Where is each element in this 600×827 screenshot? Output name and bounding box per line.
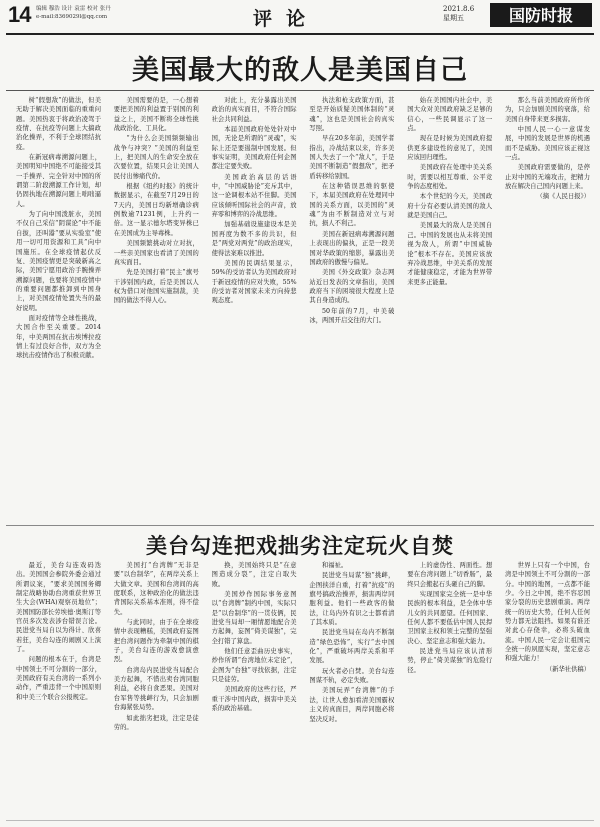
paragraph: 美国需要的是，一心想着要把美国的利益置于别国的利益之上，美国不断将全球性挑战政治化、工具化。 bbox=[113, 97, 199, 133]
paragraph: 问题的根本在于，台湾是中国领土不可分割的一部分，美国政府有关台湾的一系列小动作，严重违背一个中国原则和中美三个联合公报规定。 bbox=[16, 656, 101, 701]
paragraph: 如此拙劣把戏，注定是徒劳的。 bbox=[113, 714, 199, 731]
paragraph: 为了向中国泼脏水，美国不仅自己采信“阴谋论”中不能自拔，还叫嚣“要从实验室“使用一切可用资源和工具”向中国施压。在全球疫情起伏反复、美国疫情更是突破新高之际，美国宁愿用政治手腕操弄溯源问题，也要将美国疫情中的重要问题都推卸到中国身上，对美国疫情处置失当的最好说明。 bbox=[16, 211, 101, 312]
paragraph: 最近，美台勾连戏码迭出。美国国会参院外委会通过所谓议案，“要求美国国务卿制定战略协助台湾重获世界卫生大会(WHA)观察员地位”；美国国防部长劳埃德·奥斯汀等官员多次发表涉台错误言论。民进党当局自以为得计、欣喜若狂，美台勾连的闹剧又上演了。 bbox=[16, 562, 101, 654]
article-separator bbox=[6, 525, 594, 526]
issue-date: 2021.8.6 bbox=[443, 5, 475, 13]
paragraph: 和福祉。 bbox=[321, 562, 348, 569]
paragraph: 那么当前美国政府所作所为，只会加剧美国的衰落，给美国自身带来更多损害。 bbox=[504, 97, 590, 123]
paragraph: 台湾岛内民进党当局配合美方起舞，不惜出卖台湾同胞利益，必将自食恶果。美国对台军售等挑衅行为，只会加剧台海紧张局势。 bbox=[113, 666, 199, 712]
source-credit: （新华社供稿） bbox=[545, 665, 590, 673]
paragraph: 本届美国政府处处针对中国，无论是所谓的“灵魂”，实际上还是要遏制中国发展。但事实证明，美国政府任何企图都注定要失败。 bbox=[211, 126, 297, 171]
paragraph: 先是美国打着“民主”旗号干涉别国内政，后是美国以人权为借口对他国实施制裁，美国的做法不得人心。 bbox=[113, 269, 199, 305]
text-column bbox=[114, 96, 199, 514]
logo-text: 国防时报 bbox=[508, 6, 574, 25]
staff-credits bbox=[36, 5, 111, 21]
issue-date-block bbox=[443, 5, 474, 23]
text-column bbox=[16, 96, 101, 514]
paragraph: 世界上只有一个中国，台湾是中国领土不可分割的一部分。中国的地图，一点都不能少。今日之中国，绝不容忍国家分裂的历史悲剧重演。两岸统一的历史大势，任何人任何势力都无法阻挡。如果有谁还对此心存侥幸，必将头破血流。中国人民一定会让祖国完全统一的夙愿实现，坚定意志和强大能力！ bbox=[504, 562, 590, 663]
paragraph: 50年前的7月，中美破冰，两国开启交往的大门。 bbox=[309, 307, 395, 324]
text-column bbox=[212, 96, 297, 514]
editor-email: e-mail:8369029l@qq.com bbox=[36, 14, 108, 20]
paragraph: 树“假想敌”的做法，但美无助于解决美国面临的重重问题。美国热衷于将政治凌驾于疫情、在抗疫等问题上大搞政治化操弄，不利于全球团结抗疫。 bbox=[16, 97, 101, 151]
issue-weekday: 星期五 bbox=[443, 14, 464, 22]
paragraph: 始在美国国内社会中，美国大众对美国政府缺乏足够的信心，一些民调显示了这一点。 bbox=[407, 97, 493, 133]
paragraph: 加强基础设施建设本是美国再度为数不多的共识，但是“两党对两党”的政治现实，使得法案难以推进。 bbox=[211, 221, 297, 257]
text-column bbox=[407, 96, 492, 514]
paragraph: 美国在新冠病毒溯源问题上表现出的偏执，正是一段美国对华政策的缩影，暴露出美国政府的傲慢与偏见。 bbox=[309, 230, 395, 266]
paragraph: 美国政府在处理中美关系时，需要以相互尊重、公平竞争的态度相处。 bbox=[407, 164, 493, 191]
paragraph: 根据《纽约时报》的统计数据显示，在截至7月29日的7天内，美国日均新增确诊病例数逾71231例，上升约一倍。这一显示德尔塔变异株已在美国成为主导毒株。 bbox=[113, 183, 199, 237]
paragraph: 民进党当局在岛内不断制造“绿色恐怖”，实行“去中国化”，严重破坏两岸关系和平发展。 bbox=[309, 629, 395, 665]
text-column bbox=[505, 561, 590, 816]
masthead bbox=[6, 2, 594, 32]
paragraph: 美国政府的这些行径，严重干涉中国内政，损害中美关系的政治基础。 bbox=[211, 686, 297, 713]
header-rule bbox=[6, 33, 594, 35]
paragraph: 在新冠病毒溯源问题上，美国明知中国绝不可能接受其一手操弄、完全针对中国的所谓第二阶段溯源工作计划，却仍固执地在溯源问题上咄咄逼人。 bbox=[16, 154, 101, 208]
paragraph: 美国玩弄“台湾牌”的手法，让世人愈加看清美国霸权主义的真面目，两岸同胞必将坚决反对。 bbox=[309, 687, 395, 723]
text-column bbox=[114, 561, 199, 816]
paragraph: 美国《外交政策》杂志网站近日发表的文章指出，美国政府当下的困境很大程度上是其自身造成的。 bbox=[309, 269, 395, 305]
headline-rule bbox=[6, 90, 594, 91]
paragraph: 美国政府需要做的，是停止对中国的无端攻击，把精力放在解决自己国内问题上来。 bbox=[504, 164, 590, 191]
paragraph: 美国打“台湾牌”无非是要“以台制华”，在两岸关系上大做文章。美国和台湾间的高度联系，这种政治化的做法违背国际关系基本准则，得不偿失。 bbox=[113, 562, 199, 616]
section-title: 评论 bbox=[253, 8, 320, 30]
paragraph: 美国炒作国际事务意图以“台湾牌”制约中国，实际只是“以台制华”的一贯伎俩，民进党当局却一厢情愿地配合美方起舞，妄图“倚美谋独”，完全打错了算盘。 bbox=[211, 591, 297, 645]
paragraph: 实现国家完全统一是中华民族的根本利益，是全体中华儿女的共同愿望。任何国家、任何人都不要低估中国人民捍卫国家主权和领土完整的坚强决心、坚定意志和强大能力。 bbox=[407, 591, 493, 645]
text-column bbox=[212, 561, 297, 816]
paragraph: 对此上，充分暴露出美国政治的真实面目，不符合国际社会共同利益。 bbox=[211, 97, 297, 123]
paragraph: 玩火者必自焚。美台勾连图谋不轨，必定失败。 bbox=[309, 667, 395, 685]
page-number: 14 bbox=[8, 2, 31, 27]
article-2-body bbox=[16, 561, 590, 816]
paragraph: 中国人民一心一意谋发展，中国的发展是世界的机遇而不是威胁。美国应该正视这一点。 bbox=[504, 126, 590, 162]
text-column bbox=[505, 96, 590, 514]
paragraph: 早在20多年前，美国学者指出，冷战结束以来，许多美国人失去了一个“敌人”，于是美国不断制造“假想敌”，把矛盾转移给别国。 bbox=[309, 135, 395, 180]
paragraph: 他们任意歪曲历史事实，炒作所谓“台湾地位未定论”，企图为“台独”寻找依据，注定只是徒劳。 bbox=[211, 648, 297, 684]
footer-rule bbox=[6, 820, 594, 821]
article-1-body bbox=[16, 96, 590, 514]
text-column bbox=[309, 561, 394, 816]
newspaper-logo bbox=[490, 3, 592, 27]
paragraph: 本个世纪的今天，美国政府十分有必要认清美国的敌人就是美国自己。 bbox=[407, 193, 493, 220]
text-column bbox=[16, 561, 101, 816]
article-2-headline: 美台勾连把戏拙劣注定玩火自焚 bbox=[146, 533, 454, 558]
paragraph: “为什么会美国频频输出战争与冲突？”美国的利益至上，把美国人的生命安全放在次要位置，结果只会让美国人民付出惨痛代价。 bbox=[113, 135, 199, 180]
paragraph: 美国政治高层的话语中，“中国威胁论”充斥其中，这一论调根本站不住脚。美国应该倾听国际社会的声音，放弃零和博弈的冷战思维。 bbox=[211, 173, 297, 219]
source-credit: （摘《人民日报》） bbox=[536, 193, 590, 201]
paragraph: 在这种错误思维的驱使下，本届美国政府在处理同中国的关系方面，以美国的“灵魂”为由不断制造对立与对抗，损人不利己。 bbox=[309, 183, 395, 228]
paragraph: 换，美国始终只是“在意图造成分裂”，注定自取失败。 bbox=[211, 562, 297, 588]
text-column bbox=[309, 96, 394, 514]
paragraph: 现在是时候为美国政府提供更多建设性的意见了，美国应该回归理性。 bbox=[407, 135, 493, 162]
paragraph: 面对疫情等全球性挑战，大国合作至关重要。2014年，中美两国在抗击埃博拉疫情上有过良好合作，双方为全球抗击疫情作出了积极贡献。 bbox=[16, 314, 101, 360]
paragraph: 美国的民调结果显示，59%的受访者认为美国政府对于新冠疫情的应对失败，55%的受访者对国家未来方向持悲观态度。 bbox=[211, 259, 297, 305]
text-column bbox=[407, 561, 492, 816]
paragraph: 与此同时，由于在全球疫情中表现糟糕，美国政府妄图把台湾问题作为牵制中国的棋子，美台勾连的游戏愈演愈烈。 bbox=[113, 619, 199, 664]
paragraph: 美国最大的敌人是美国自己。中国的发展也从未将美国视为敌人，所谓“中国威胁论”根本不存在。美国应该放弃冷战思维，中美关系的发展才能健康稳定，才能为世界带来更多正能量。 bbox=[407, 222, 493, 286]
staff-line: 编辑 穆浩 设计 袁雷 校对 张丹 bbox=[36, 6, 111, 12]
paragraph: 民进党当局应该认清形势，停止“倚美谋独”的危险行径。 bbox=[407, 648, 493, 674]
article-1-headline: 美国最大的敌人是美国自己 bbox=[132, 55, 468, 86]
paragraph: 美国频繁挑动对立对抗，一些亲美国家也看清了美国的真实面目。 bbox=[113, 240, 199, 266]
paragraph: 执法和枪支政策方面，甚至是开始质疑美国体制的“灵魂”，这也是美国社会的真实写照。 bbox=[309, 97, 395, 133]
paragraph: 民进党当局谋“独”挑衅，企图挟洋自重，打着“抗疫”的旗号搞政治操弄，损害两岸同胞利益。他们一些政客的做法，让岛内外有识之士都看清了其本质。 bbox=[309, 572, 395, 627]
paragraph: 上的虚伪性、两面性。想要在台湾问题上“切香肠”，最终只会搬起石头砸自己的脚。 bbox=[407, 562, 493, 588]
